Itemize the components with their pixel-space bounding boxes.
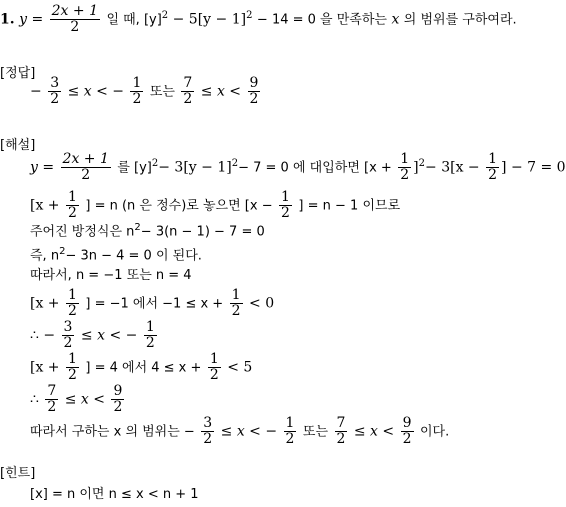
problem-y: y (19, 11, 27, 28)
solution-heading: [해설] (0, 138, 36, 153)
solution-line-4: 즉, $n^2- 3n - 4 = 0$ 이 된다. (30, 246, 202, 264)
problem-fraction: $\frac{2x + 1}{2}$ (51, 3, 98, 35)
solution-line-10: 따라서 구하는 x 의 범위는 − $\frac{3}{2}$ ≤ x < − $\frac{1}{2}$ 또는 $\frac{7}{2}$ ≤ x < $\frac{9}{2}$ 이다. (30, 415, 450, 447)
problem-cond1: 일 때, [y] (106, 12, 162, 28)
solution-line-2: [x + $\frac{1}{2}$ ] = n (n 은 정수)로 놓으면 [x − $\frac{1}{2}$ ] = n − 1 이므로 (30, 189, 401, 221)
solution-line-1: y = $\frac{2x + 1}{2}$ 를 $[y]^2- 3[y - 1]^2- 7 = 0$ 에 대입하면 [x + $\frac{1}{2}$ ]$^2$− 3[x − $\frac{1}{2}$ ] − 7 = 0 (30, 151, 566, 183)
solution-line-8: [x + $\frac{1}{2}$ ] = 4 에서 4 ≤ x + $\frac{1}{2}$ < 5 (30, 351, 253, 383)
problem-cond2: − 5[y − 1] (172, 11, 247, 28)
problem-eq: = (31, 11, 44, 28)
hint-heading: [힌트] (0, 466, 36, 481)
answer-expression: − $\frac{3}{2}$ ≤ x < − $\frac{1}{2}$ 또는 $\frac{7}{2}$ ≤ x < $\frac{9}{2}$ (30, 75, 259, 107)
solution-line-5: 따라서, n = −1 또는 n = 4 (30, 268, 192, 283)
solution-line-9: ∴ $\frac{7}{2}$ ≤ x < $\frac{9}{2}$ (30, 383, 123, 415)
solution-line-3: 주어진 방정식은 $n^2- 3(n - 1) - 7 = 0$ (30, 222, 265, 240)
problem-tail: 의 범위를 구하여라. (403, 12, 517, 28)
hint-text: [x] = n 이면 n ≤ x < n + 1 (30, 487, 199, 502)
problem-statement: 1. y = $\frac{2x + 1}{2}$ 일 때, $[y]^2 - 5[y - 1]^2 - 14 = 0$ 을 만족하는 x 의 범위를 구하여라. (0, 3, 517, 35)
problem-cond3: − 14 = 0 을 만족하는 (256, 12, 387, 28)
solution-line-7: ∴ − $\frac{3}{2}$ ≤ x < − $\frac{1}{2}$ (30, 319, 155, 351)
solution-line-6: [x + $\frac{1}{2}$ ] = −1 에서 −1 ≤ x + $\frac{1}{2}$ < 0 (30, 287, 275, 319)
problem-number: 1. (0, 11, 15, 28)
answer-heading: [정답] (0, 66, 36, 81)
